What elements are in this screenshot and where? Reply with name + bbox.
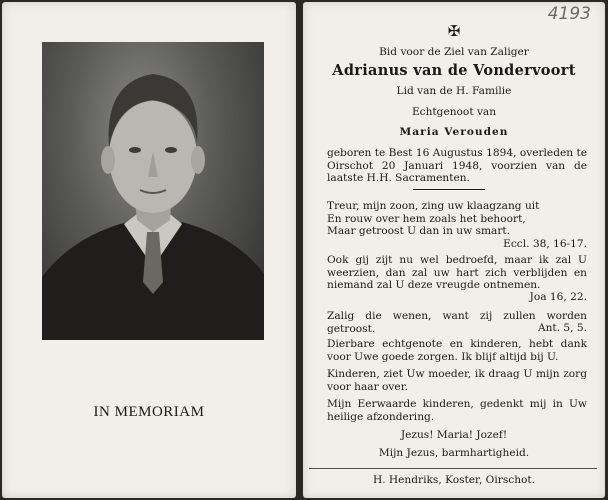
deceased-name: Adrianus van de Vondervoort	[332, 62, 576, 79]
membership-line: Lid van de H. Familie	[396, 85, 512, 97]
portrait-photo	[42, 42, 264, 340]
farewell-religious-children: Mijn Eerwaarde kinderen, gedenkt mij in Uw heilige afzondering.	[327, 398, 587, 423]
quote-ecclesiasticus	[327, 200, 587, 250]
quote-beatitude: Zalig die wenen, want zij zullen worden getroost.	[327, 310, 587, 335]
quote1-reference: Eccl. 38, 16-17.	[503, 237, 587, 250]
portrait-figure	[42, 42, 264, 340]
intro-line: Bid voor de Ziel van Zaliger	[379, 46, 529, 58]
quote1-line: En rouw over hem zoals het behoort,	[327, 212, 526, 225]
right-card-panel	[303, 2, 605, 498]
farewell-spouse-children: Dierbare echtgenote en kinderen, hebt dank voor Uwe goede zorgen. Ik blijf altijd bij U.	[327, 338, 587, 363]
left-card-panel	[2, 2, 296, 498]
farewell-children: Kinderen, ziet Uw moeder, ik draag U mijn zorg voor haar over.	[327, 368, 587, 393]
quote3-reference: Ant. 5, 5.	[537, 322, 587, 334]
separator-rule	[413, 189, 485, 190]
handwritten-number: 4193	[547, 4, 591, 24]
quote-john: Ook gij zijt nu wel bedroefd, maar ik zal U weerzien, dan zal uw hart zich verblijden en niemand zal U deze vreugde ontnemen.	[327, 254, 587, 291]
prayer-mercy: Mijn Jezus, barmhartigheid.	[378, 447, 530, 459]
printer-credit: H. Hendriks, Koster, Oirschot.	[372, 474, 536, 486]
quote1-line: Treur, mijn zoon, zing uw klaagzang uit	[327, 200, 540, 212]
birth-death-paragraph: geboren te Best 16 Augustus 1894, overleden te Oirschot 20 Januari 1948, voorzien van de laatste H.H. Sacramenten.	[327, 147, 587, 184]
prayer-holy-family: Jezus! Maria! Jozef!	[400, 429, 508, 441]
quote1-line: Maar getroost U dan in uw smart.	[327, 225, 511, 237]
spouse-name: Maria Verouden	[399, 126, 509, 138]
footer-rule	[309, 468, 597, 469]
cross-icon: ✠	[447, 22, 461, 40]
in-memoriam-caption: IN MEMORIAM	[93, 404, 205, 420]
spouse-of-line: Echtgenoot van	[411, 106, 497, 118]
quote2-reference: Joa 16, 22.	[529, 291, 587, 303]
